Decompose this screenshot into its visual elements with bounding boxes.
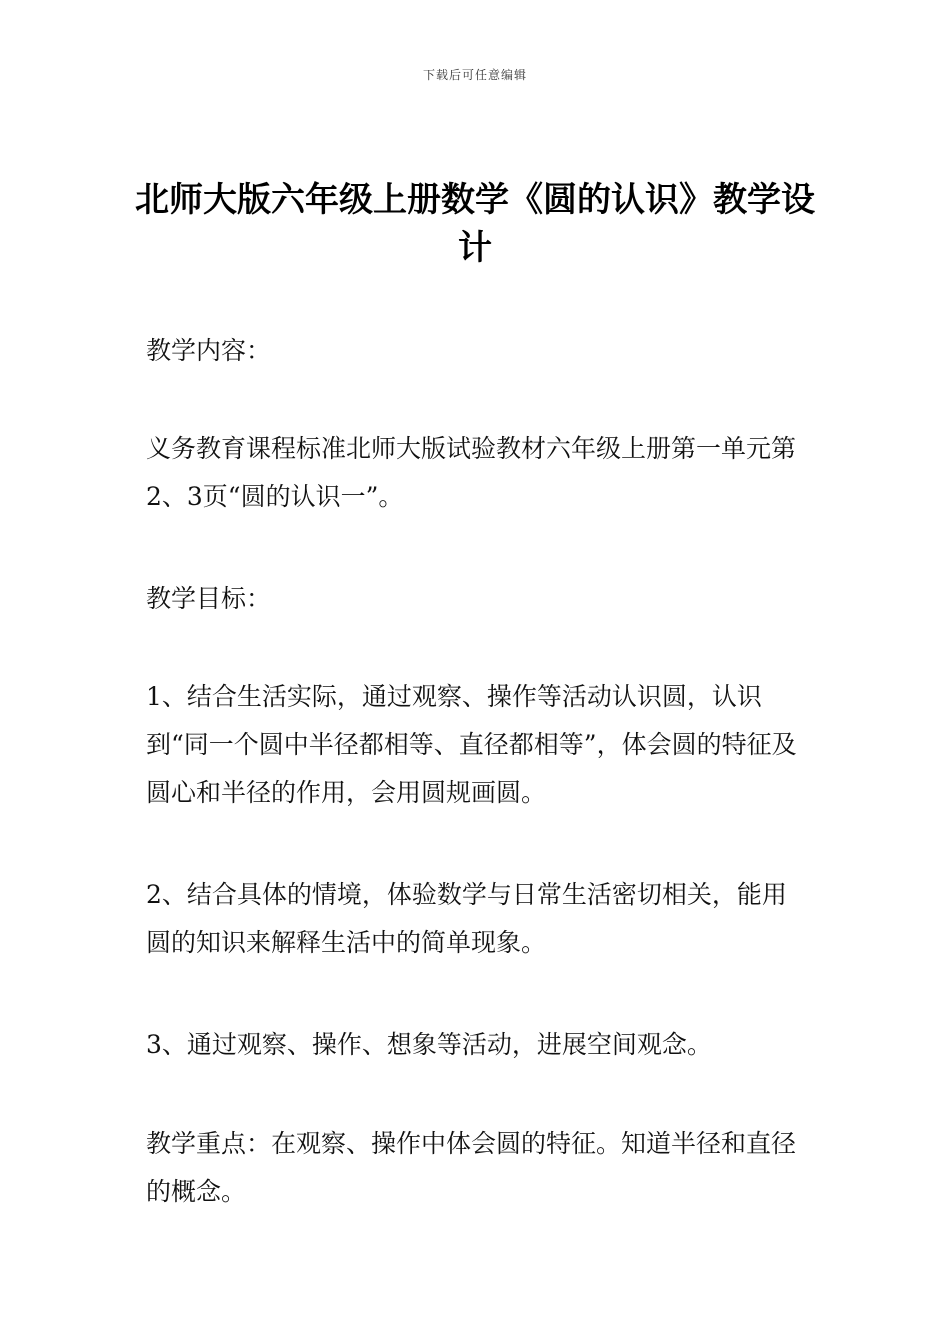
section-heading-goals: 教学目标：	[146, 584, 272, 613]
header-note: 下载后可任意编辑	[422, 68, 527, 82]
goal-item-1: 1、结合生活实际，通过观察、操作等活动认识圆，认识到“同一个圆中半径都相等、直径都相等”，体会圆的特征及圆心和半径的作用，会用圆规画圆。	[146, 682, 797, 807]
goal-item-3: 3、通过观察、操作、想象等活动，进展空间观念。	[146, 1030, 712, 1059]
goal-item-2: 2、结合具体的情境，体验数学与日常生活密切相关，能用圆的知识来解释生活中的简单现象。	[146, 880, 787, 957]
section-heading-content: 教学内容：	[146, 336, 272, 365]
content-paragraph: 义务教育课程标准北师大版试验教材六年级上册第一单元第2、3页“圆的认识一”。	[146, 434, 797, 511]
document-title: 北师大版六年级上册数学《圆的认识》教学设计	[135, 180, 815, 268]
key-point-paragraph: 教学重点：在观察、操作中体会圆的特征。知道半径和直径的概念。	[146, 1129, 797, 1206]
